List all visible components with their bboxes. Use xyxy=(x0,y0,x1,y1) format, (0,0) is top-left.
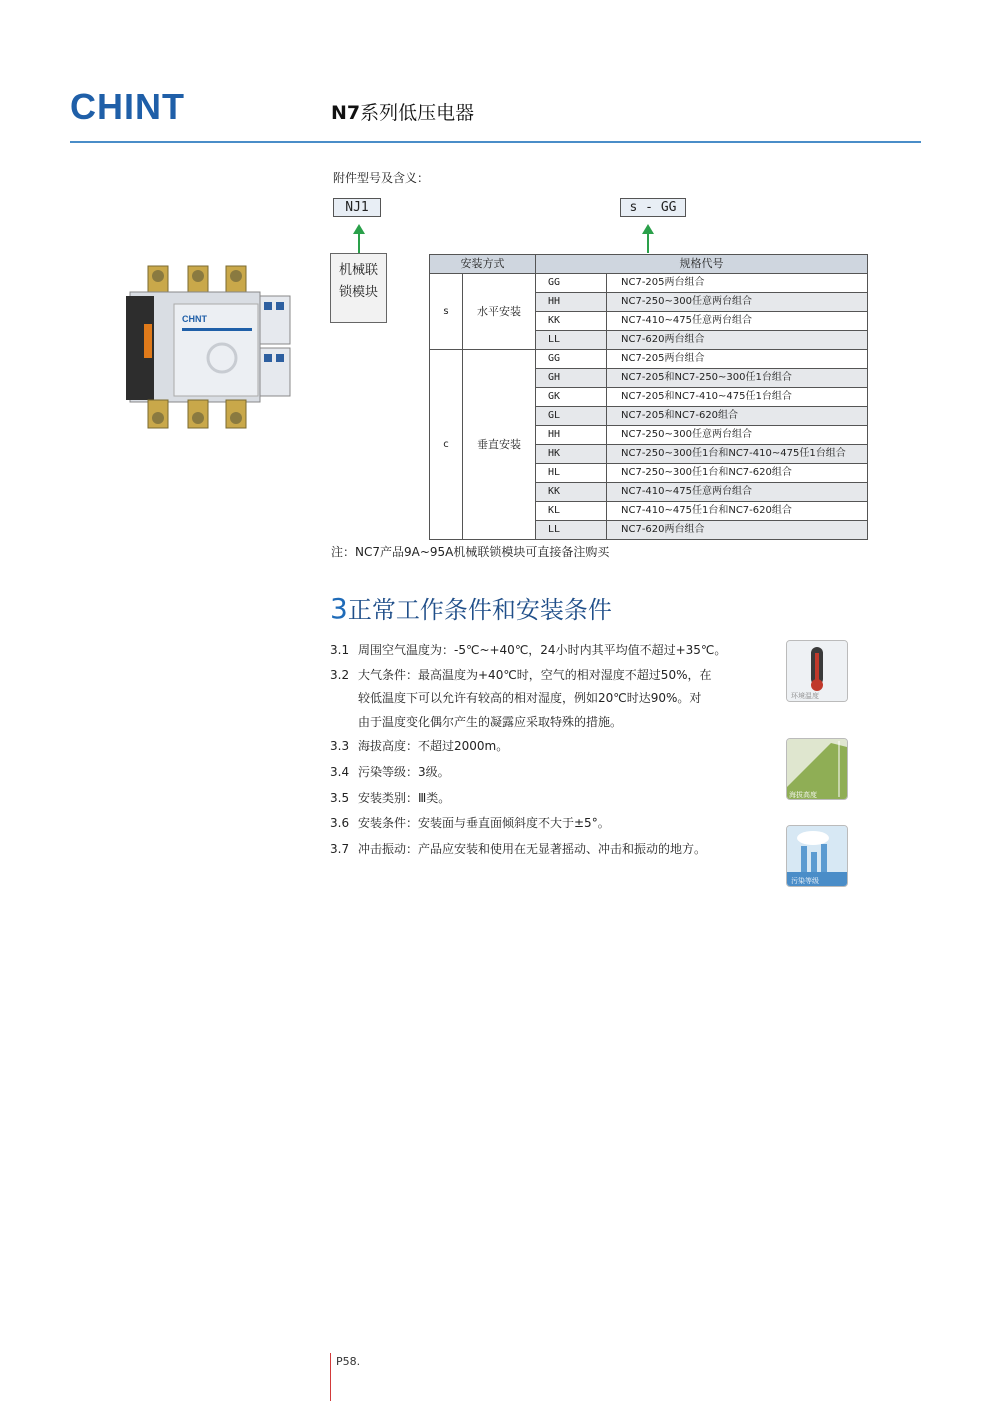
row-desc: NC7-620两台组合 xyxy=(607,521,868,540)
table-header-row xyxy=(430,255,868,274)
row-code: LL xyxy=(536,331,607,350)
code-nj1: NJ1 xyxy=(333,198,381,217)
code-s-gg: s - GG xyxy=(620,198,686,217)
row-code: HH xyxy=(536,293,607,312)
icon-label: 污染等级 xyxy=(791,877,819,885)
condition-item: 3.5 安装类别：Ⅲ类。 xyxy=(330,791,451,805)
row-desc: NC7-410~475任意两台组合 xyxy=(607,312,868,331)
interlock-module-box xyxy=(330,253,387,323)
series-title: 系列低压电器 xyxy=(360,102,475,124)
condition-item: 3.2 大气条件：最高温度为+40℃时，空气的相对湿度不超过50%，在 xyxy=(330,668,712,682)
condition-item: 3.3 海拔高度：不超过2000m。 xyxy=(330,739,509,753)
thermometer-icon xyxy=(786,640,848,702)
row-code: LL xyxy=(536,521,607,540)
group-mount: 垂直安装 xyxy=(463,350,536,540)
table-note: 注：NC7产品9A~95A机械联锁模块可直接备注购买 xyxy=(331,545,610,559)
row-desc: NC7-205和NC7-410~475任1台组合 xyxy=(607,388,868,407)
series-name: N7 xyxy=(331,102,361,124)
icon-label: 环境温度 xyxy=(791,692,819,700)
accessory-caption: 附件型号及含义： xyxy=(333,171,430,185)
factory-icon xyxy=(786,825,848,887)
row-desc: NC7-250~300任1台和NC7-620组合 xyxy=(607,464,868,483)
row-desc: NC7-250~300任意两台组合 xyxy=(607,426,868,445)
group-mount: 水平安装 xyxy=(463,274,536,350)
mountain-icon xyxy=(786,738,848,800)
row-desc: NC7-250~300任意两台组合 xyxy=(607,293,868,312)
section-number: 3 xyxy=(330,592,348,625)
row-desc: NC7-205和NC7-620组合 xyxy=(607,407,868,426)
header-code: 规格代号 xyxy=(536,255,868,274)
row-desc: NC7-410~475任意两台组合 xyxy=(607,483,868,502)
condition-item-cont: 由于温度变化偶尔产生的凝露应采取特殊的措施。 xyxy=(358,715,623,729)
row-code: HH xyxy=(536,426,607,445)
row-code: HL xyxy=(536,464,607,483)
row-code: GH xyxy=(536,369,607,388)
row-desc: NC7-250~300任1台和NC7-410~475任1台组合 xyxy=(607,445,868,464)
product-brand-text: CHNT xyxy=(182,314,207,324)
condition-item-cont: 较低温度下可以允许有较高的相对湿度，例如20℃时达90%。对 xyxy=(358,691,702,705)
row-desc: NC7-410~475任1台和NC7-620组合 xyxy=(607,502,868,521)
condition-item: 3.7 冲击振动：产品应安装和使用在无显著摇动、冲击和振动的地方。 xyxy=(330,842,707,856)
spec-code-table xyxy=(429,254,868,540)
row-desc: NC7-205两台组合 xyxy=(607,350,868,369)
arrow-shaft xyxy=(358,232,360,253)
row-code: KK xyxy=(536,483,607,502)
table-row xyxy=(430,274,868,293)
header-divider xyxy=(70,141,921,143)
condition-item: 3.1 周围空气温度为：-5℃~+40℃，24小时内其平均值不超过+35℃。 xyxy=(330,643,727,657)
row-code: GG xyxy=(536,274,607,293)
row-code: KK xyxy=(536,312,607,331)
condition-item: 3.4 污染等级：3级。 xyxy=(330,765,450,779)
chint-logo: CHINT xyxy=(70,86,185,127)
row-code: GG xyxy=(536,350,607,369)
row-code: KL xyxy=(536,502,607,521)
module-label-line1: 机械联 xyxy=(338,263,378,278)
page-number: P58. xyxy=(336,1355,361,1368)
section-title xyxy=(330,590,612,625)
row-code: GL xyxy=(536,407,607,426)
header-mount: 安装方式 xyxy=(430,255,536,274)
group-key: s xyxy=(430,274,463,350)
section-heading: 正常工作条件和安装条件 xyxy=(347,596,612,624)
group-key: c xyxy=(430,350,463,540)
module-label-line2: 锁模块 xyxy=(338,285,378,300)
contactor-product-image xyxy=(118,262,296,432)
row-desc: NC7-620两台组合 xyxy=(607,331,868,350)
condition-item: 3.6 安装条件：安装面与垂直面倾斜度不大于±5°。 xyxy=(330,816,610,830)
row-code: HK xyxy=(536,445,607,464)
icon-label: 海拔高度 xyxy=(789,791,817,799)
table-row xyxy=(430,350,868,369)
page-number-rule xyxy=(330,1353,331,1401)
row-desc: NC7-205两台组合 xyxy=(607,274,868,293)
row-desc: NC7-205和NC7-250~300任1台组合 xyxy=(607,369,868,388)
arrow-shaft xyxy=(647,232,649,253)
page-header-title xyxy=(331,98,474,125)
row-code: GK xyxy=(536,388,607,407)
